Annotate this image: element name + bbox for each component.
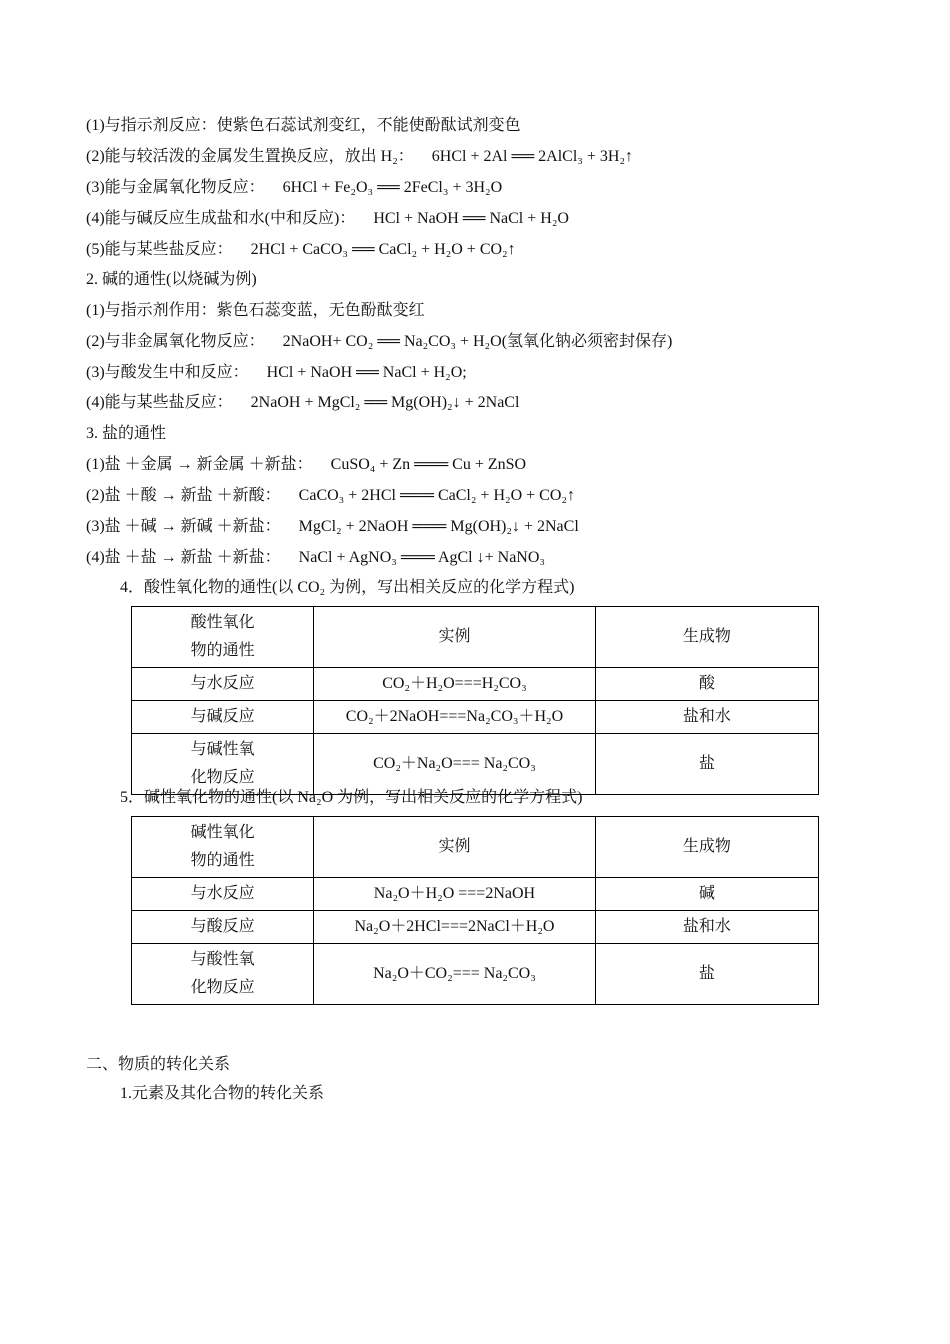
base-prop-label: (1)与指示剂作用：紫色石蕊变蓝，无色酚酞变红 [86,302,425,319]
table-cell: Na₂O＋2HCl===2NaCl＋H₂O [314,911,595,944]
section2-heading: 二、物质的转化关系 [86,1056,231,1073]
table-cell: 酸 [595,668,818,701]
acid-prop-2 [86,147,633,167]
table-header-cell: 实例 [314,607,595,668]
acid-prop-label: (4)能与碱反应生成盐和水(中和反应)： [86,210,356,227]
table-row [132,668,819,701]
base-prop-4 [86,393,519,413]
acid-prop-equation: 6HCl + Fe₂O₃ ══ 2FeCl₃ + 3H₂O [282,179,503,196]
acid-prop-equation: 2HCl + CaCO₃ ══ CaCl₂ + H₂O + CO₂↑ [250,241,516,258]
acid-prop-label: (3)能与金属氧化物反应： [86,179,265,196]
salt-heading: 3. 盐的通性 [86,425,167,442]
base-prop-2 [86,332,672,352]
acid-prop-3 [86,178,502,198]
table-row [132,701,819,734]
table-row [132,734,819,795]
table-cell: 与酸性氧 化物反应 [132,944,314,1005]
acidic-oxide-heading: 4．酸性氧化物的通性(以 CO₂ 为例，写出相关反应的化学方程式) [120,579,575,596]
salt-prop-label: (4)盐 ＋盐 → 新盐 ＋新盐： [86,549,281,566]
table-header-row [132,817,819,878]
salt-prop-equation: CaCO₃ + 2HCl ═══ CaCl₂ + H₂O + CO₂↑ [298,487,575,504]
table-header-cell: 酸性氧化 物的通性 [132,607,314,668]
acid-prop-label: (1)与指示剂反应：使紫色石蕊试剂变红，不能使酚酞试剂变色 [86,117,521,134]
acid-prop-equation: HCl + NaOH ══ NaCl + H₂O [373,210,569,227]
table-header-cell: 生成物 [595,607,818,668]
salt-prop-equation: CuSO₄ + Zn ═══ Cu + ZnSO [330,456,527,473]
acid-prop-4 [86,209,569,229]
acidic-oxide-table [131,606,819,795]
salt-prop-1 [86,455,526,475]
base-prop-label: (4)能与某些盐反应： [86,394,233,411]
base-prop-equation: HCl + NaOH ══ NaCl + H₂O; [266,364,467,381]
basic-oxide-heading: 5．碱性氧化物的通性(以 Na₂O 为例，写出相关反应的化学方程式) [120,789,583,806]
acid-prop-1 [86,116,521,136]
table-cell: 与酸反应 [132,911,314,944]
table-cell: 与碱性氧 化物反应 [132,734,314,795]
acid-prop-5 [86,240,516,260]
acid-prop-equation: 6HCl + 2Al ══ 2AlCl₃ + 3H₂↑ [431,148,634,165]
base-prop-equation: 2NaOH + MgCl₂ ══ Mg(OH)₂↓ + 2NaCl [250,394,520,411]
salt-prop-label: (3)盐 ＋碱 → 新碱 ＋新盐： [86,518,281,535]
table-row [132,944,819,1005]
table-cell: 盐 [595,734,818,795]
base-prop-1 [86,301,425,321]
table-row [132,878,819,911]
base-prop-label: (2)与非金属氧化物反应： [86,333,265,350]
table-cell: 盐和水 [595,701,818,734]
salt-prop-equation: NaCl + AgNO₃ ═══ AgCl ↓+ NaNO₃ [298,549,545,566]
table-cell: 盐 [595,944,818,1005]
table-cell: 碱 [595,878,818,911]
salt-prop-label: (2)盐 ＋酸 → 新盐 ＋新酸： [86,487,281,504]
acid-prop-label: (2)能与较活泼的金属发生置换反应，放出 H₂： [86,148,414,165]
salt-prop-3 [86,517,579,537]
table-header-cell: 碱性氧化 物的通性 [132,817,314,878]
salt-prop-2 [86,486,575,506]
salt-prop-equation: MgCl₂ + 2NaOH ═══ Mg(OH)₂↓ + 2NaCl [298,518,579,535]
base-prop-equation: 2NaOH+ CO₂ ══ Na₂CO₃ + H₂O(氢氧化钠必须密封保存) [282,333,673,350]
base-prop-label: (3)与酸发生中和反应： [86,364,249,381]
table-cell: 与水反应 [132,668,314,701]
table-cell: 与碱反应 [132,701,314,734]
table-header-cell: 生成物 [595,817,818,878]
salt-prop-4 [86,548,545,568]
table-cell: 盐和水 [595,911,818,944]
table-cell: CO₂＋H₂O===H₂CO₃ [314,668,595,701]
table-header-row [132,607,819,668]
table-cell: CO₂＋Na₂O=== Na₂CO₃ [314,734,595,795]
table-cell: 与水反应 [132,878,314,911]
table-cell: Na₂O＋H₂O ===2NaOH [314,878,595,911]
salt-prop-label: (1)盐 ＋金属 → 新金属 ＋新盐： [86,456,313,473]
table-row [132,911,819,944]
basic-oxide-table [131,816,819,1005]
table-cell: Na₂O＋CO₂=== Na₂CO₃ [314,944,595,1005]
table-header-cell: 实例 [314,817,595,878]
section2-subheading: 1.元素及其化合物的转化关系 [120,1085,325,1102]
base-heading: 2. 碱的通性(以烧碱为例) [86,271,257,288]
acid-prop-label: (5)能与某些盐反应： [86,241,233,258]
base-prop-3 [86,363,467,383]
table-cell: CO₂＋2NaOH===Na₂CO₃＋H₂O [314,701,595,734]
